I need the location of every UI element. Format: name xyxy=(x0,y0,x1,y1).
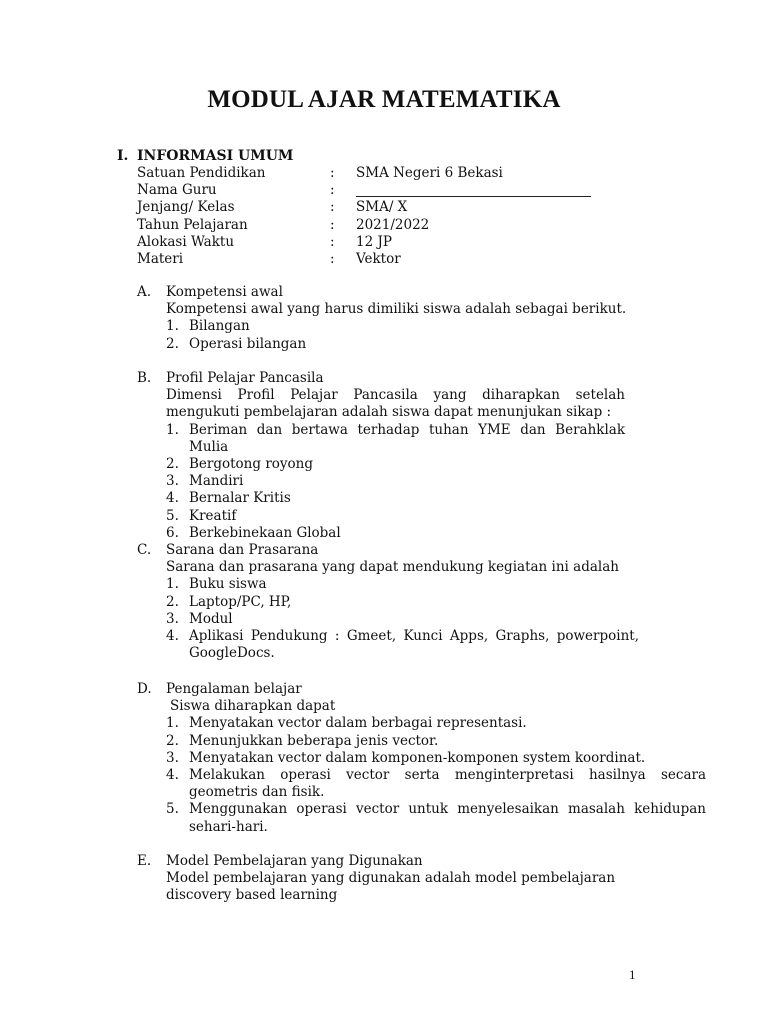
section-title: INFORMASI UMUM xyxy=(137,148,294,164)
list-item: 3. Menyatakan vector dalam komponen-komponen system koordinat. xyxy=(166,749,646,766)
info-label: Jenjang/ Kelas xyxy=(137,199,235,216)
subsection-letter: C. xyxy=(137,542,152,558)
info-value: Vektor xyxy=(356,250,401,267)
subsection-sarana-prasarana xyxy=(137,542,639,662)
list-item: 1. Menyatakan vector dalam berbagai representasi. xyxy=(166,715,527,732)
list-item: 5. Kreatif xyxy=(166,507,237,524)
subsection-intro: Sarana dan prasarana yang dapat mendukung kegiatan ini adalah xyxy=(166,559,619,576)
subsection-letter: E. xyxy=(137,853,152,869)
list-item: 2. Bergotong royong xyxy=(166,456,313,472)
blank-fill-line xyxy=(356,196,591,197)
item-list xyxy=(166,715,706,835)
info-colon: : xyxy=(330,216,335,233)
list-item: 4. Bernalar Kritis xyxy=(166,490,291,507)
item-list xyxy=(166,422,625,542)
item-list xyxy=(166,576,639,662)
subsection-intro: Siswa diharapkan dapat xyxy=(170,698,336,715)
subsection-heading xyxy=(137,542,639,559)
subsection-profil-pelajar xyxy=(137,370,625,542)
list-item: 2. Operasi bilangan xyxy=(166,335,307,352)
subsection-intro: Kompetensi awal yang harus dimiliki siswa adalah sebagai berikut. xyxy=(166,301,627,318)
info-colon: : xyxy=(330,199,335,216)
item-list xyxy=(166,318,706,352)
list-item: 1. Bilangan xyxy=(166,318,250,335)
info-colon: : xyxy=(330,233,335,250)
section-number: I. xyxy=(117,148,129,164)
list-item: 1. Beriman dan bertawa terhadap tuhan YME dan Berahklak Mulia xyxy=(166,421,625,455)
list-item: 3. Modul xyxy=(166,610,233,627)
info-colon: : xyxy=(330,250,335,267)
info-label: Nama Guru xyxy=(137,182,217,199)
list-item: 4. Aplikasi Pendukung : Gmeet, Kunci Apps, Graphs, powerpoint, GoogleDocs. xyxy=(166,628,639,662)
list-item: 3. Mandiri xyxy=(166,473,244,490)
subsection-heading xyxy=(137,284,706,301)
info-value: 2021/2022 xyxy=(356,216,430,233)
subsection-heading xyxy=(137,853,706,870)
list-item: 5. Menggunakan operasi vector untuk menyelesaikan masalah kehidupan sehari-hari. xyxy=(166,801,706,835)
list-item: 4. Melakukan operasi vector serta menginterpretasi hasilnya secara geometris dan fisik. xyxy=(166,767,706,801)
subsection-title: Kompetensi awal xyxy=(166,284,283,300)
subsection-title: Sarana dan Prasarana xyxy=(166,542,319,558)
info-value: SMA Negeri 6 Bekasi xyxy=(356,165,503,181)
info-value: SMA/ X xyxy=(356,199,408,216)
subsection-heading xyxy=(137,370,625,387)
subsection-body xyxy=(166,387,625,542)
info-label: Alokasi Waktu xyxy=(137,233,235,250)
subsection-kompetensi-awal xyxy=(137,284,706,353)
info-label: Materi xyxy=(137,250,184,267)
subsection-body xyxy=(166,301,706,353)
subsection-title: Profil Pelajar Pancasila xyxy=(166,370,324,386)
list-item: 2. Menunjukkan beberapa jenis vector. xyxy=(166,732,439,749)
document-title: MODUL AJAR MATEMATIKA xyxy=(207,86,561,113)
subsection-model-pembelajaran xyxy=(137,853,706,905)
subsection-body xyxy=(166,559,639,662)
info-colon: : xyxy=(330,182,335,199)
subsection-letter: B. xyxy=(137,370,152,386)
subsection-letter: A. xyxy=(137,284,152,300)
list-item: 1. Buku siswa xyxy=(166,576,267,593)
subsection-intro-line1: Model pembelajaran yang digunakan adalah model pembelajaran xyxy=(166,870,616,887)
page-number: 1 xyxy=(629,967,636,982)
list-item: 2. Laptop/PC, HP, xyxy=(166,593,292,610)
info-label: Satuan Pendidikan xyxy=(137,165,266,181)
subsection-heading xyxy=(137,681,706,698)
subsection-intro: Dimensi Profil Pelajar Pancasila yang diharapkan setelah mengukuti pembelajaran adalah siswa dapat menunjukan sikap : xyxy=(166,387,625,421)
info-value: 12 JP xyxy=(356,233,392,250)
subsection-body xyxy=(166,698,706,836)
subsection-title: Model Pembelajaran yang Digunakan xyxy=(166,853,423,869)
info-colon: : xyxy=(330,165,335,181)
list-item: 6. Berkebinekaan Global xyxy=(166,524,341,541)
subsection-intro-line2: discovery based learning xyxy=(166,887,338,904)
subsection-title: Pengalaman belajar xyxy=(166,681,302,697)
subsection-pengalaman-belajar xyxy=(137,681,706,836)
subsection-letter: D. xyxy=(137,681,152,697)
info-label: Tahun Pelajaran xyxy=(137,216,248,233)
section-heading xyxy=(117,148,293,164)
subsection-body xyxy=(166,870,706,904)
